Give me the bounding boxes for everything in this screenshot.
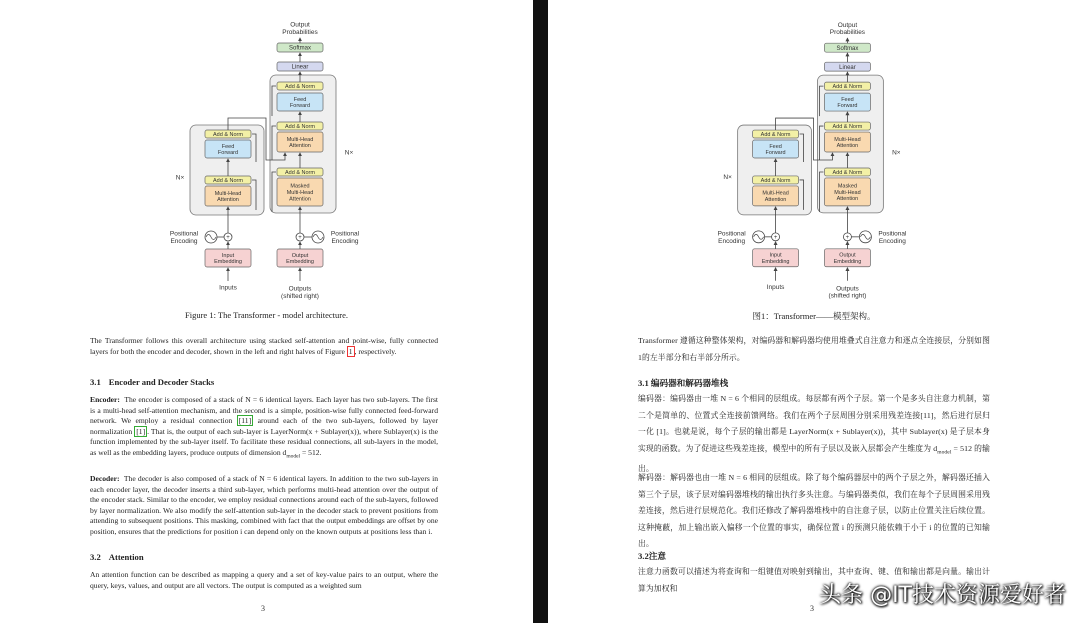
page-number: 3 xyxy=(810,604,814,613)
decoder-masked-attention-label: Masked Multi-Head Attention xyxy=(834,183,861,203)
output-probabilities-label: Output Probabilities xyxy=(829,21,866,37)
section-3-2-heading: 3.2注意 xyxy=(638,551,666,561)
page-number: 3 xyxy=(261,604,265,613)
encoder-feed-forward-label: Feed Forward xyxy=(765,143,786,157)
encoder-paragraph: 编码器：编码器由一堆 N = 6 个相同的层组成。每层都有两个子层。第一个是多头自注意力机制，第二个是简单的、位置式全连接前馈网络。我们在两个子层周围分别采用残差连接[11]，然后进行层归一化 [1]。也就是说，每个子层的输出都是 LayerNorm(x + Sublayer(x))，其中 Sublayer(x) 是子层本身实现的函数。为了促进这些残差连接，模型中的所有子层以及嵌入层都会产生维度为 $d_{model} = 512$ 的输出。 xyxy=(638,394,990,473)
softmax-box-label: Softmax xyxy=(836,45,859,52)
encoder-add-norm-2-label: Add & Norm xyxy=(213,131,243,138)
encoder-paragraph: Encoder: The encoder is composed of a stack of N = 6 identical layers. Each layer has two sub-layers. The first is a multi-head self-attention mechanism, and the second is a simple, position-wise fully connected feed-forward network. We employ a residual connection [11] around each of the two sub-layers, followed by layer normalization [1] . That is, the output of each sub-layer is LayerNorm(x + Sublayer(x)), where Sublayer(x) is the function implemented by the sub-layer itself. To facilitate these residual connections, all sub-layers in the model, as well as the embedding layers, produce outputs of dimension $d_{model} = 512$. xyxy=(90,395,439,460)
encoder-attention-label: Multi-Head Attention xyxy=(214,190,242,204)
inputs-label: Inputs xyxy=(219,284,237,292)
outputs-label: Outputs (shifted right) xyxy=(281,285,319,301)
citation-1[interactable]: [1] xyxy=(136,426,146,436)
encoder-nx-label: N× xyxy=(175,174,185,182)
figure-caption: 图1：Transformer——模型架构。 xyxy=(752,311,876,321)
encoder-feed-forward-label: Feed Forward xyxy=(217,143,239,157)
figure-caption: Figure 1: The Transformer - model architecture. xyxy=(185,310,348,320)
encoder-positional-encoding-label: Positional Encoding xyxy=(717,230,746,245)
attention-paragraph: An attention function can be described as mapping a query and a set of key-value pairs to an output, where the query, keys, values, and output are all vectors. The output is computed as a weighted sum xyxy=(90,570,438,590)
decoder-masked-attention-label: Masked Multi-Head Attention xyxy=(286,183,314,203)
encoder-attention-label: Multi-Head Attention xyxy=(762,190,789,203)
decoder-add-norm-2-label: Add & Norm xyxy=(285,123,315,130)
transformer-diagram xyxy=(0,0,533,305)
encoder-add-norm-2-label: Add & Norm xyxy=(760,131,791,138)
decoder-add-norm-3-label: Add & Norm xyxy=(285,83,315,90)
decoder-cross-attention-label: Multi-Head Attention xyxy=(286,136,314,150)
decoder-feed-forward-label: Feed Forward xyxy=(289,96,311,110)
figure-ref[interactable]: 1 xyxy=(348,346,353,356)
encoder-positional-encoding-label: Positional Encoding xyxy=(169,230,199,246)
linear-box-label: Linear xyxy=(291,64,309,71)
decoder-add-norm-2-label: Add & Norm xyxy=(832,123,863,130)
intro-paragraph: Transformer 遵循这种整体架构，对编码器和解码器均使用堆叠式自注意力和逐点全连接层，分别如图1的左半部分和右半部分所示。 xyxy=(638,336,990,362)
attention-paragraph: 注意力函数可以描述为将查询和一组键值对映射到输出，其中查询、键、值和输出都是向量。输出计算为加权和 xyxy=(638,567,990,593)
inputs-label: Inputs xyxy=(766,284,785,292)
encoder-sum-plus: + xyxy=(226,235,230,242)
decoder-positional-encoding-label: Positional Encoding xyxy=(330,230,360,246)
decoder-paragraph: Decoder: The decoder is also composed of a stack of N = 6 identical layers. In addition to the two sub-layers in each encoder layer, the decoder inserts a third sub-layer, which performs multi-head attention over the output of the encoder stack. Similar to the encoder, we employ residual connections around each of the sub-layers, followed by layer normalization. We also modify the self-attention sub-layer in the decoder stack to prevent positions from attending to subsequent positions. This masking, combined with fact that the output embeddings are offset by one position, ensures that the predictions for position i can depend only on the known outputs at positions less than i. xyxy=(90,474,438,536)
decoder-add-norm-3-label: Add & Norm xyxy=(832,84,863,91)
encoder-sum-plus: + xyxy=(773,234,778,241)
decoder-sum-plus: + xyxy=(845,234,850,241)
decoder-positional-encoding-label: Positional Encoding xyxy=(878,230,907,245)
outputs-label: Outputs (shifted right) xyxy=(828,285,867,300)
encoder-add-norm-1-label: Add & Norm xyxy=(213,177,243,184)
transformer-diagram-translated xyxy=(548,0,1080,305)
watermark: 头条 @IT技术资源爱好者 xyxy=(819,583,1066,608)
linear-box-label: Linear xyxy=(839,64,856,71)
section-3-1-heading: 3.1 编码器和解码器堆栈 xyxy=(638,378,729,388)
english-page xyxy=(0,0,533,623)
encoder-nx-label: N× xyxy=(723,174,732,182)
output-probabilities-label: Output Probabilities xyxy=(282,21,318,37)
decoder-paragraph: 解码器：解码器也由一堆 N = 6 相同的层组成。除了每个编码器层中的两个子层之外，解码器还插入第三个子层，该子层对编码器堆栈的输出执行多头注意。与编码器类似，我们在每个子层周围采用残差连接，然后进行层规范化。我们还修改了解码器堆栈中的自注意子层，以防止位置关注后续位置。这种掩蔽，加上输出嵌入偏移一个位置的事实，确保位置 i 的预测只能依赖于小于 i 的位置的已知输出。 xyxy=(638,473,990,549)
input-embedding-box-label: Input Embedding xyxy=(761,252,790,265)
output-embedding-box-label: Output Embedding xyxy=(286,252,314,266)
decoder-nx-label: N× xyxy=(892,149,901,157)
decoder-add-norm-1-label: Add & Norm xyxy=(285,169,315,176)
softmax-box-label: Softmax xyxy=(288,45,312,52)
decoder-add-norm-1-label: Add & Norm xyxy=(832,169,863,176)
chinese-page xyxy=(548,0,1080,623)
section-3-1-heading: 3.1 Encoder and Decoder Stacks xyxy=(90,377,215,387)
page-divider xyxy=(533,0,548,623)
decoder-feed-forward-label: Feed Forward xyxy=(837,96,858,110)
decoder-sum-plus: + xyxy=(298,235,302,242)
decoder-cross-attention-label: Multi-Head Attention xyxy=(834,136,861,150)
citation-11[interactable]: [11] xyxy=(238,416,252,426)
output-embedding-box-label: Output Embedding xyxy=(833,252,862,265)
section-3-2-heading: 3.2 Attention xyxy=(90,552,144,562)
intro-paragraph: The Transformer follows this overall architecture using stacked self-attention and point-wise, fully connected layers for both the encoder and decoder, shown in the left and right halves of Figure 1 , respectively. xyxy=(90,336,438,356)
encoder-add-norm-1-label: Add & Norm xyxy=(760,177,791,184)
decoder-nx-label: N× xyxy=(344,149,354,157)
input-embedding-box-label: Input Embedding xyxy=(214,252,242,266)
